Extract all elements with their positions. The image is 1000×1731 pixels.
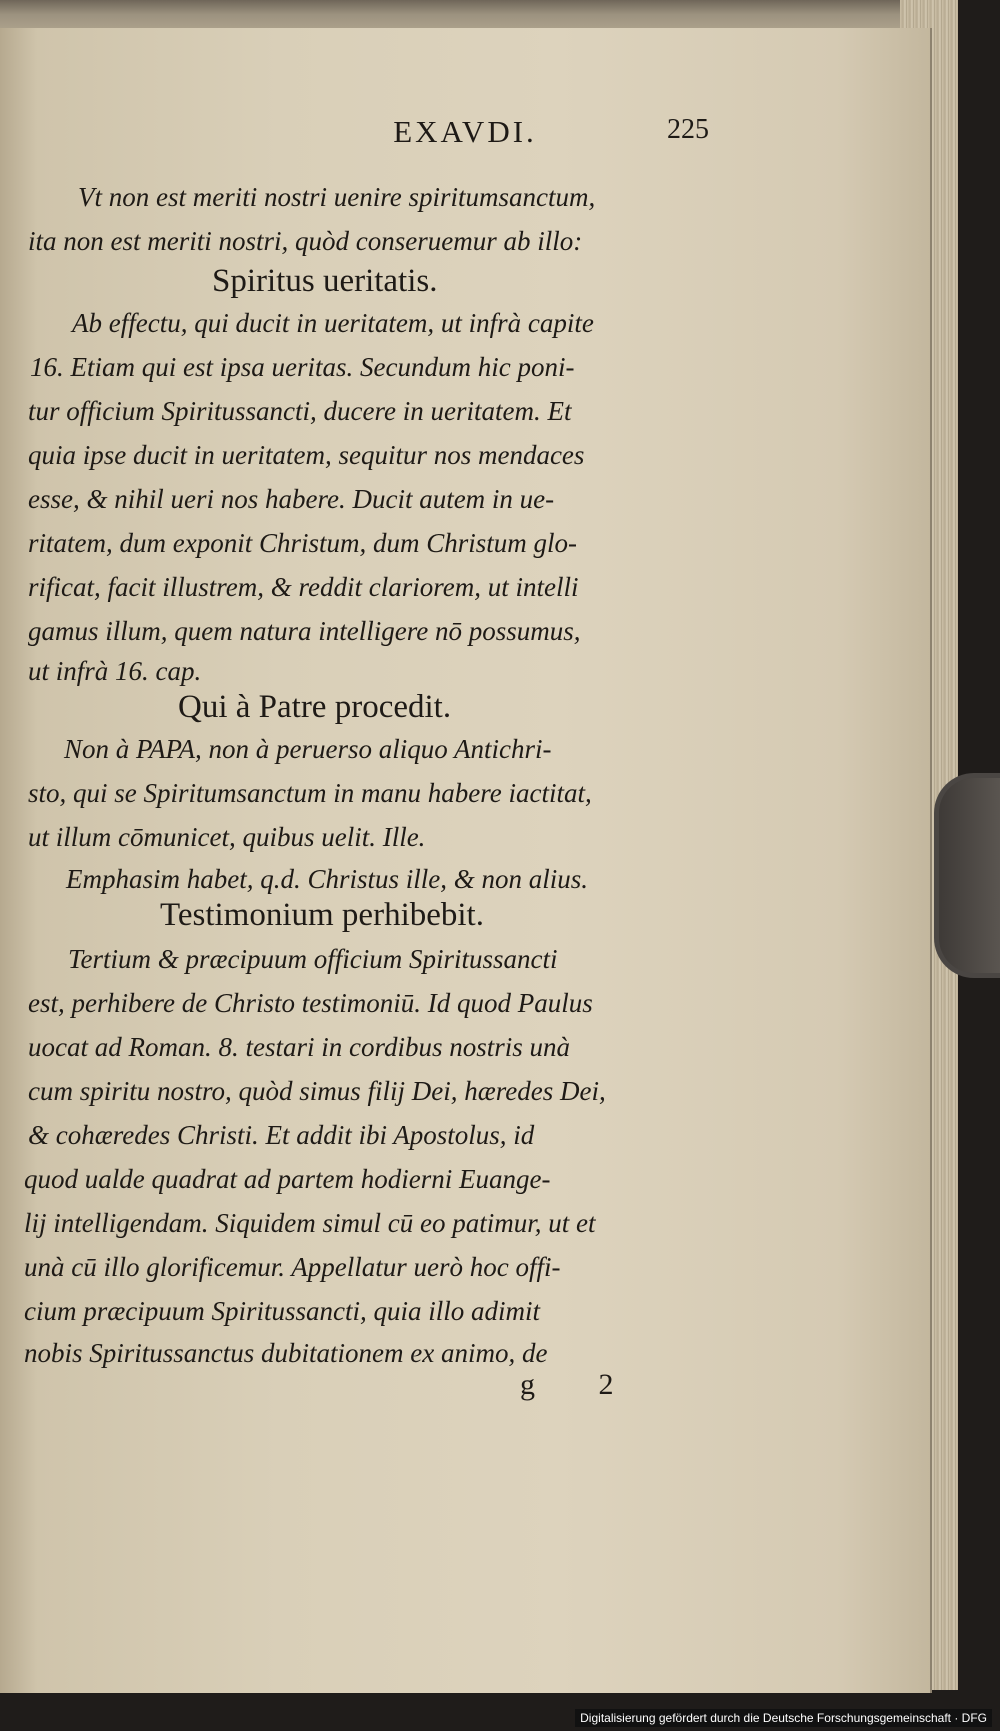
lemma-heading: Testimonium perhibebit. <box>160 897 484 933</box>
text-line-12: ut infrà 16. cap. <box>28 656 202 686</box>
running-head: EXAVDI. <box>393 114 537 149</box>
text-line-26: unà cū illo glorificemur. Appellatur uerò hoc offi- <box>24 1252 561 1282</box>
text-line-28: nobis Spiritussanctus dubitationem ex animo, de <box>24 1338 548 1368</box>
text-line-5: 16. Etiam qui est ipsa ueritas. Secundum hic poni- <box>30 352 575 382</box>
text-line-22: cum spiritu nostro, quòd simus filij Dei, hæredes Dei, <box>28 1076 606 1106</box>
text-line-14: Non à PAPA, non à peruerso aliquo Antichri- <box>64 734 552 764</box>
text-line-8: esse, & nihil ueri nos habere. Ducit autem in ue- <box>28 484 555 514</box>
text-line-10: rificat, facit illustrem, & reddit clariorem, ut intelli <box>28 572 579 602</box>
text-line-2: ita non est meriti nostri, quòd conseruemur ab illo: <box>28 226 583 256</box>
text-line-27: cium præcipuum Spiritussancti, quia illo adimit <box>24 1296 541 1326</box>
text-line-25: lij intelligendam. Siquidem simul cū eo patimur, ut et <box>24 1208 596 1238</box>
text-line-7: quia ipse ducit in ueritatem, sequitur nos mendaces <box>28 440 585 470</box>
funding-footer: Digitalisierung gefördert durch die Deutsche Forschungsgemeinschaft · DFG <box>575 1709 992 1727</box>
text-line-21: uocat ad Roman. 8. testari in cordibus nostris unà <box>28 1032 571 1062</box>
text-line-1: Vt non est meriti nostri uenire spiritumsanctum, <box>78 182 596 212</box>
text-line-15: sto, qui se Spiritumsanctum in manu habere iactitat, <box>28 778 592 808</box>
text-line-20: est, perhibere de Christo testimoniū. Id quod Paulus <box>28 988 593 1018</box>
text-line-4: Ab effectu, qui ducit in ueritatem, ut infrà capite <box>72 308 594 338</box>
signature-mark: g 2 <box>520 1368 642 1401</box>
text-line-23: & cohæredes Christi. Et addit ibi Apostolus, id <box>28 1120 535 1150</box>
lemma-heading: Qui à Patre procedit. <box>178 689 452 725</box>
text-line-6: tur officium Spiritussancti, ducere in ueritatem. Et <box>28 396 572 426</box>
text-line-24: quod ualde quadrat ad partem hodierni Euange- <box>24 1164 551 1194</box>
text-line-17: Emphasim habet, q.d. Christus ille, & non alius. <box>66 864 589 894</box>
text-line-9: ritatem, dum exponit Christum, dum Christum glo- <box>28 528 578 558</box>
text-line-11: gamus illum, quem natura intelligere nō possumus, <box>28 616 581 646</box>
text-line-16: ut illum cōmunicet, quibus uelit. Ille. <box>28 822 426 852</box>
lemma-heading: Spiritus ueritatis. <box>212 263 438 299</box>
text-line-19: Tertium & præcipuum officium Spiritussancti <box>68 944 558 974</box>
page-number: 225 <box>667 114 709 145</box>
